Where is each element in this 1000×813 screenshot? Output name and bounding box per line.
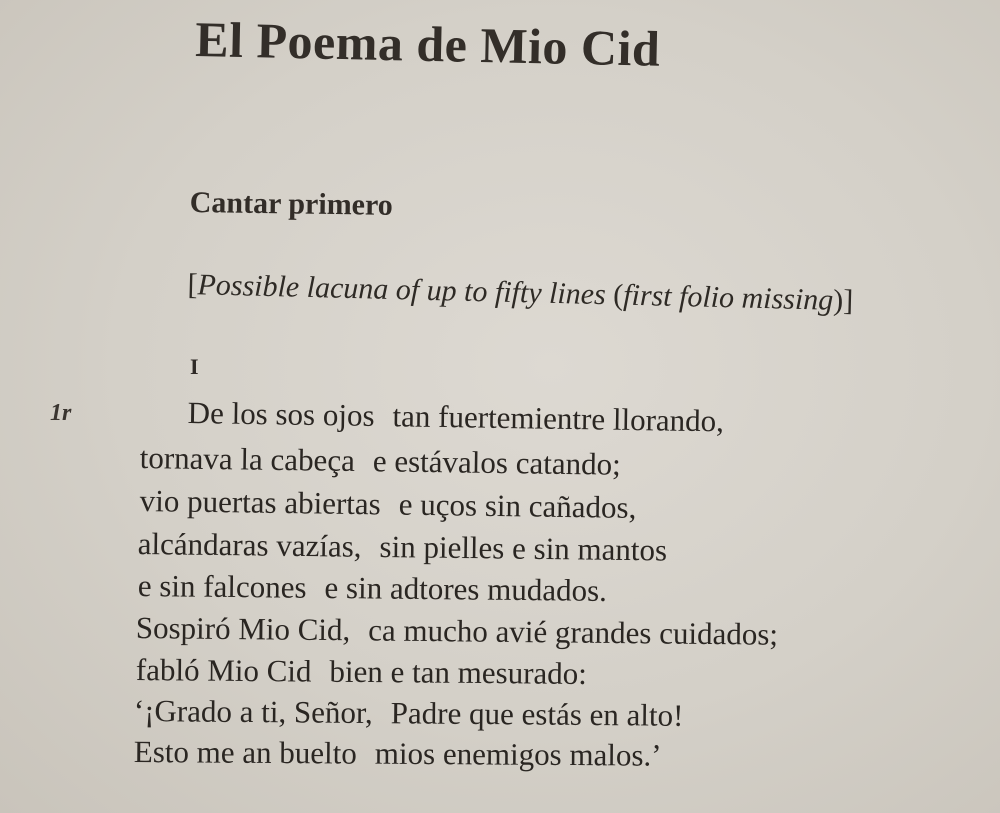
verse-line: [138, 526, 668, 568]
verse-line: [139, 440, 620, 483]
verse-first-hemistich: tornava la cabeça: [139, 440, 356, 479]
verse-second-hemistich: e sin adtores mudados.: [324, 569, 608, 608]
verse-line: [136, 652, 587, 692]
verse-first-hemistich: e sin falcones: [137, 568, 307, 605]
verse-second-hemistich: mios enemigos malos.’: [374, 735, 662, 773]
verse-first-hemistich: De los sos ojos: [187, 395, 375, 433]
lacuna-paren-text: first folio missing: [622, 278, 834, 317]
lacuna-note: [187, 268, 853, 318]
verse-first-hemistich: vio puertas abiertas: [139, 483, 382, 522]
verse-second-hemistich: e uços sin cañados,: [398, 486, 637, 525]
lacuna-open-bracket: [: [187, 268, 198, 302]
stanza-number: I: [190, 354, 199, 379]
verse-first-hemistich: alcándaras vazías,: [137, 526, 362, 564]
verse-second-hemistich: bien e tan mesurado:: [329, 653, 588, 691]
verse-line: [134, 693, 684, 734]
verse-line: [187, 395, 724, 439]
verse-second-hemistich: e estávalos catando;: [372, 443, 621, 482]
verse-second-hemistich: ca mucho avié grandes cuidados;: [368, 612, 779, 652]
verse-line: [138, 568, 607, 609]
verse-line: [134, 734, 662, 774]
lacuna-close: )]: [832, 283, 854, 318]
verse-first-hemistich: ‘¡Grado a ti, Señor,: [133, 693, 373, 731]
verse-first-hemistich: fabló Mio Cid: [135, 652, 312, 689]
lacuna-open-paren: (: [612, 278, 624, 312]
verse-line: [139, 483, 636, 526]
verse-first-hemistich: Sospiró Mio Cid,: [135, 610, 351, 648]
verse-first-hemistich: Esto me an buelto: [133, 734, 357, 771]
verse-second-hemistich: sin pielles e sin mantos: [379, 528, 668, 568]
verse-second-hemistich: Padre que estás en alto!: [390, 695, 684, 733]
lacuna-text: Possible lacuna of up to fifty lines: [197, 268, 607, 312]
verse-line: [136, 610, 779, 653]
verse-second-hemistich: tan fuertemientre llorando,: [392, 398, 725, 439]
page-title: El Poema de Mio Cid: [194, 10, 661, 77]
folio-marker: 1r: [50, 400, 72, 426]
section-heading: Cantar primero: [189, 186, 394, 222]
